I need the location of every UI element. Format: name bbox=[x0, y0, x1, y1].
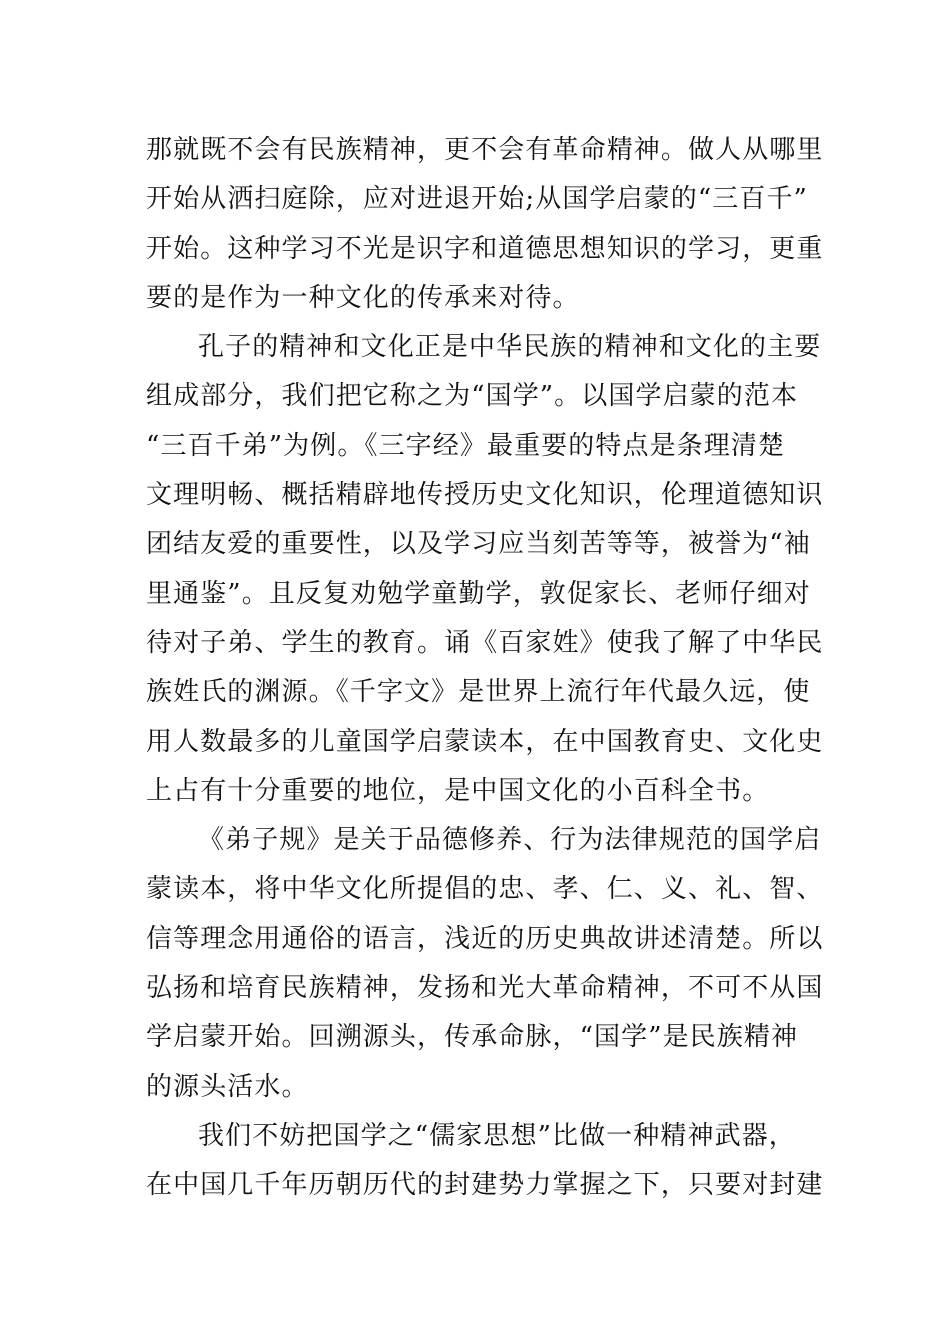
text-line: 在中国几千年历朝历代的封建势力掌握之下，只要对封建 bbox=[146, 1170, 824, 1201]
text-line: 的源头活水。 bbox=[146, 1071, 309, 1102]
text-line: 待对子弟、学生的教育。诵《百家姓》使我了解了中华民 bbox=[146, 627, 824, 658]
text-line: 开始。这种学习不光是识字和道德思想知识的学习，更重 bbox=[146, 233, 824, 264]
text-line: 弘扬和培育民族精神，发扬和光大革命精神，不可不从国 bbox=[146, 973, 824, 1004]
text-line: 蒙读本，将中华文化所提倡的忠、孝、仁、义、礼、智、 bbox=[146, 874, 824, 905]
text-line: 那就既不会有民族精神，更不会有革命精神。做人从哪里 bbox=[146, 135, 824, 165]
text-line: 要的是作为一种文化的传承来对待。 bbox=[146, 282, 580, 313]
text-line: 上占有十分重要的地位，是中国文化的小百科全书。 bbox=[146, 775, 770, 806]
text-line: 族姓氏的渊源。《千字文》是世界上流行年代最久远，使 bbox=[146, 677, 811, 708]
paragraph-first-line: 《弟子规》是关于品德修养、行为法律规范的国学启 bbox=[198, 825, 822, 856]
text-line: 开始从洒扫庭除，应对进退开始;从国学启蒙的“三百千” bbox=[146, 184, 808, 215]
text-line: 团结友爱的重要性，以及学习应当刻苦等等，被誉为“袖 bbox=[146, 529, 811, 560]
body-text bbox=[146, 126, 824, 1211]
text-line: 用人数最多的儿童国学启蒙读本，在中国教育史、文化史 bbox=[146, 726, 824, 757]
text-line: 组成部分，我们把它称之为“国学”。以国学启蒙的范本 bbox=[146, 381, 799, 412]
text-line: 里通鉴”。且反复劝勉学童勤学，敦促家长、老师仔细对 bbox=[146, 578, 811, 609]
text-line: 信等理念用通俗的语言，浅近的历史典故讲述清楚。所以 bbox=[146, 923, 824, 954]
text-line: “三百千弟”为例。《三字经》最重要的特点是条理清楚 bbox=[146, 430, 786, 461]
text-line: 文理明畅、概括精辟地传授历史文化知识，伦理道德知识 bbox=[146, 480, 824, 511]
paragraph-first-line: 孔子的精神和文化正是中华民族的精神和文化的主要 bbox=[198, 332, 822, 363]
text-line: 学启蒙开始。回溯源头，传承命脉，“国学”是民族精神 bbox=[146, 1022, 799, 1053]
paragraph-first-line: 我们不妨把国学之“儒家思想”比做一种精神武器， bbox=[198, 1120, 796, 1151]
